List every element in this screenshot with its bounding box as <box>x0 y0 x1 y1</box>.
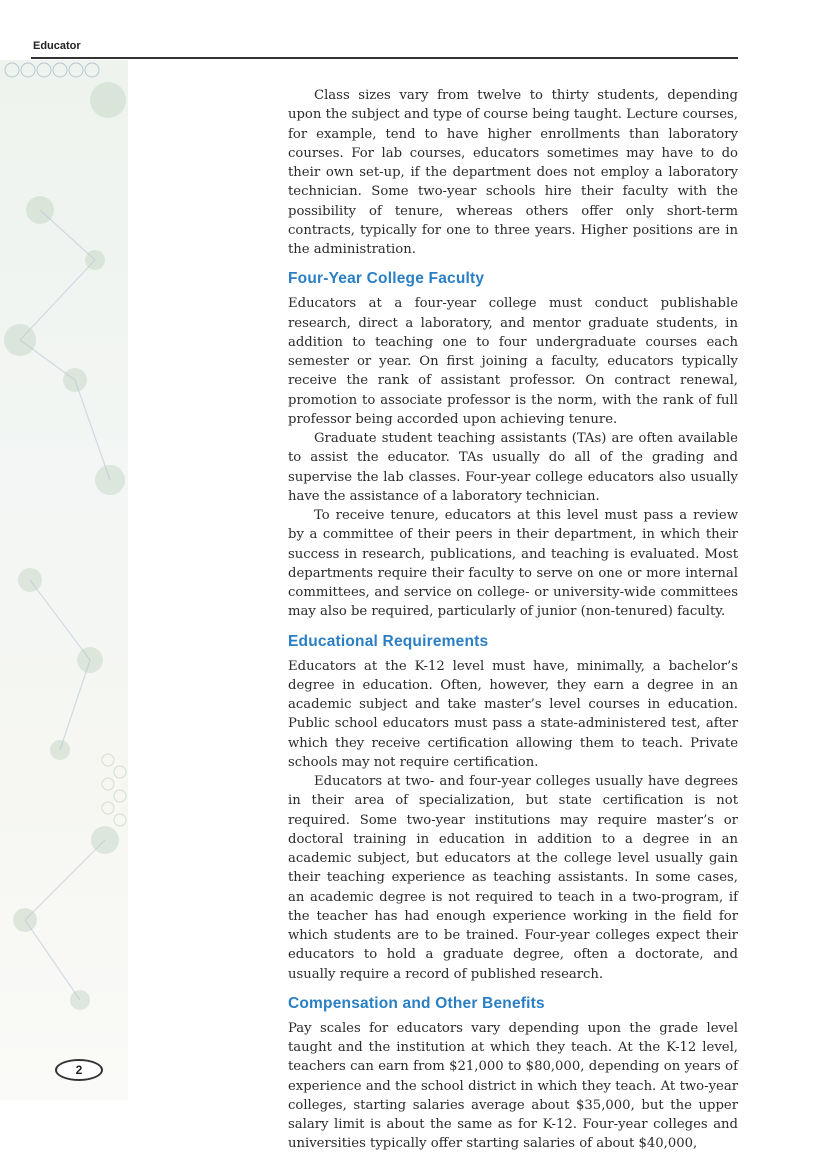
paragraph: Graduate student teaching assistants (TAs) are often available to assist the educator. TAs usually do all of the grading and supervise the lab classes. Four-year college educators also usually have the assistance of a laboratory technician. <box>288 431 738 504</box>
heading-four-year-college-faculty: Four-Year College Faculty <box>288 270 485 288</box>
molecule-pattern-icon <box>0 60 128 1100</box>
paragraph: Educators at two- and four-year colleges usually have degrees in their area of specialization, but state certification is not required. Some two-year institutions may require master’s or doctoral training in education in addition to a degree in an academic subject, but educators at the college level usually gain their teaching experience as teaching assistants. In some cases, an academic degree is not required to teach in a two-program, if the teacher has had enough experience working in the field for which students are to be trained. Four-year colleges expect their educators to hold a graduate degree, often a doctorate, and usually require a record of published research. <box>288 774 738 982</box>
paragraph: Educators at the K-12 level must have, minimally, a bachelor’s degree in education. Often, however, they earn a degree in an academic subject and take master’s level courses in education. Public school educators must pass a state-administered test, after which they receive certification allowing them to teach. Private schools may not require certification. <box>288 658 738 770</box>
header-rule <box>31 57 738 59</box>
article-body <box>288 86 738 1154</box>
paragraph: To receive tenure, educators at this level must pass a review by a committee of their peers in their department, in which their success in research, publications, and teaching is evaluated. Most departments require their faculty to serve on one or more internal committees, and service on college- or university-wide committees may also be required, particularly of junior (non-tenured) faculty. <box>288 508 738 620</box>
running-header-title: Educator <box>33 40 81 52</box>
paragraph: Pay scales for educators vary depending upon the grade level taught and the institution at which they teach. At the K-12 level, teachers can earn from $21,000 to $80,000, depending on years of experience and the school district in which they teach. At two-year colleges, starting salaries average about $35,000, but the upper salary limit is about the same as for K-12. Four-year colleges and universities typically offer starting salaries of about $40,000, <box>288 1020 738 1152</box>
intro-paragraph: Class sizes vary from twelve to thirty students, depending upon the subject and type of course being taught. Lecture courses, for example, tend to have higher enrollments than laboratory courses. For lab courses, educators sometimes may have to do their own set-up, if the department does not employ a laboratory technician. Some two-year schools hire their faculty with the possibility of tenure, whereas others offer only short-term contracts, typically for one to three years. Higher positions are in the administration. <box>288 88 738 257</box>
decorative-sidebar-art <box>0 60 128 1100</box>
heading-educational-requirements: Educational Requirements <box>288 632 489 650</box>
page-number: 2 <box>55 1059 103 1081</box>
heading-compensation-and-other-benefits: Compensation and Other Benefits <box>288 994 545 1012</box>
paragraph: Educators at a four-year college must conduct publishable research, direct a laboratory, and mentor graduate students, in addition to teaching one to four undergraduate courses each semester or year. On first joining a faculty, educators typically receive the rank of assistant professor. On contract renewal, promotion to associate professor is the norm, with the rank of full professor being accorded upon achieving tenure. <box>288 296 738 427</box>
